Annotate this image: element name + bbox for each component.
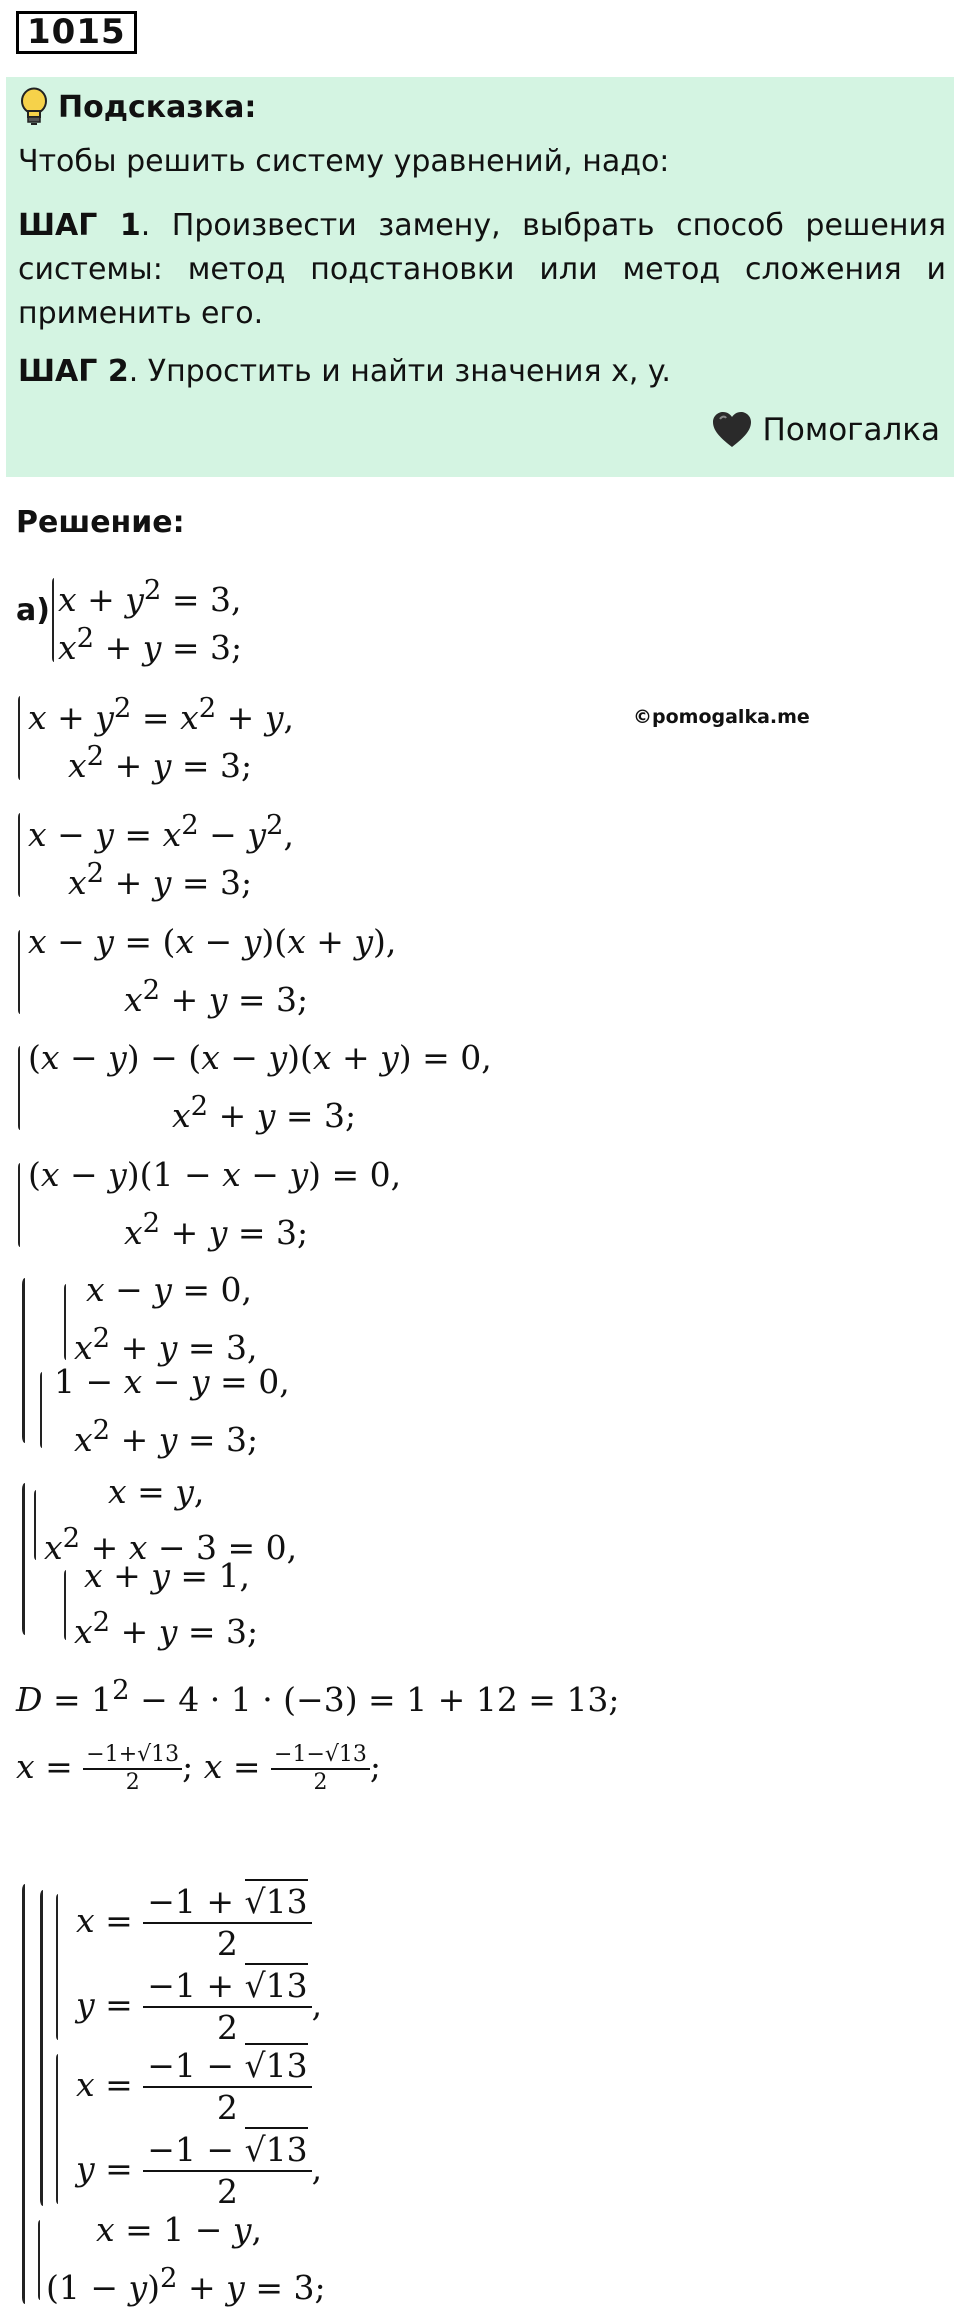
math-line: $(1 - y)^2 + y = 3$;	[46, 2262, 326, 2307]
union-bracket	[22, 1483, 25, 1635]
system-brace	[38, 2220, 40, 2300]
part-label: а)	[16, 593, 50, 628]
brand-name: Помогалка	[762, 412, 940, 448]
math-line: $x^2 + y = 3$;	[58, 622, 243, 667]
math-line: $x + y^2 = 3$,	[58, 574, 242, 619]
math-line: (x − y)(1 − x − y) = 0,	[28, 1155, 402, 1194]
hint-step-1	[18, 204, 946, 336]
watermark: ©pomogalka.me	[633, 706, 810, 728]
step-1-label: ШАГ 1	[18, 208, 141, 243]
math-line: x + y = 1,	[84, 1556, 251, 1595]
hint-header	[20, 87, 256, 127]
math-line: $x^2 + y = 3$;	[74, 1414, 259, 1459]
hint-title: Подсказка:	[58, 89, 257, 125]
heart-icon	[711, 411, 753, 449]
step-2-text: . Упростить и найти значения x, y.	[128, 354, 671, 389]
math-line: $x^2 + y = 3$;	[124, 974, 309, 1019]
hint-intro: Чтобы решить систему уравнений, надо:	[18, 144, 670, 179]
math-line: x − y = (x − y)(x + y),	[28, 922, 397, 961]
math-line: x = $\frac{-1 - √13}{2}$	[76, 2046, 312, 2128]
hint-box	[6, 77, 954, 477]
step-1-text: . Произвести замену, выбрать способ решения системы: метод подстановки или метод сложения и применить его.	[18, 208, 946, 331]
union-bracket	[22, 1884, 25, 2304]
math-line: $x^2 + y = 3$,	[74, 1322, 258, 1367]
math-line: $x - y = x^2 - y^2$,	[28, 809, 294, 854]
math-line: y = $\frac{-1 + √13}{2}$ ,	[76, 1966, 322, 2048]
system-brace	[40, 1372, 42, 1448]
math-line: (x − y) − (x − y)(x + y) = 0,	[28, 1038, 492, 1077]
math-line: y = $\frac{-1 - √13}{2}$ ,	[76, 2130, 322, 2212]
math-line: x = $\frac{-1 + √13}{2}$	[76, 1882, 312, 1964]
solution-label: Решение:	[16, 505, 185, 540]
math-line: x = $\frac{-1+√13}{2}$ ; x = $\frac{-1-√13}{2}$ ;	[16, 1742, 382, 1795]
system-brace	[64, 1284, 66, 1360]
lightbulb-icon	[20, 87, 48, 127]
system-brace	[18, 813, 20, 897]
system-brace	[52, 578, 54, 662]
system-brace	[18, 696, 20, 780]
math-line: $x^2 + y = 3$;	[124, 1207, 309, 1252]
math-line: $x + y^2 = x^2 + y$,	[28, 692, 294, 737]
step-2-label: ШАГ 2	[18, 354, 129, 389]
problem-number: 1015	[16, 11, 137, 54]
system-brace	[18, 1046, 20, 1130]
system-brace	[64, 1570, 66, 1640]
math-line: $x^2 + y = 3$;	[68, 857, 253, 902]
math-line: x = y,	[108, 1472, 205, 1511]
math-line: 1 − x − y = 0,	[54, 1362, 290, 1401]
math-line: $x^2 + y = 3$;	[74, 1606, 259, 1651]
system-brace	[34, 1490, 36, 1560]
brand	[711, 411, 940, 449]
math-line: $x^2 + y = 3$;	[172, 1090, 357, 1135]
union-bracket	[40, 1890, 43, 2206]
hint-step-2	[18, 350, 946, 394]
union-bracket	[22, 1278, 25, 1443]
system-brace	[18, 1163, 20, 1247]
system-brace	[56, 1894, 58, 2040]
math-line: $x^2 + y = 3$;	[68, 740, 253, 785]
math-line: x − y = 0,	[86, 1270, 253, 1309]
math-line: $x^2 + x - 3 = 0$,	[44, 1522, 298, 1567]
system-brace	[56, 2054, 58, 2204]
math-line: x = 1 − y,	[96, 2210, 263, 2249]
system-brace	[18, 930, 20, 1014]
math-line: $D = 1^2 - 4 \cdot 1 \cdot (-3) = 1 + 12 = 13$;	[16, 1674, 620, 1719]
